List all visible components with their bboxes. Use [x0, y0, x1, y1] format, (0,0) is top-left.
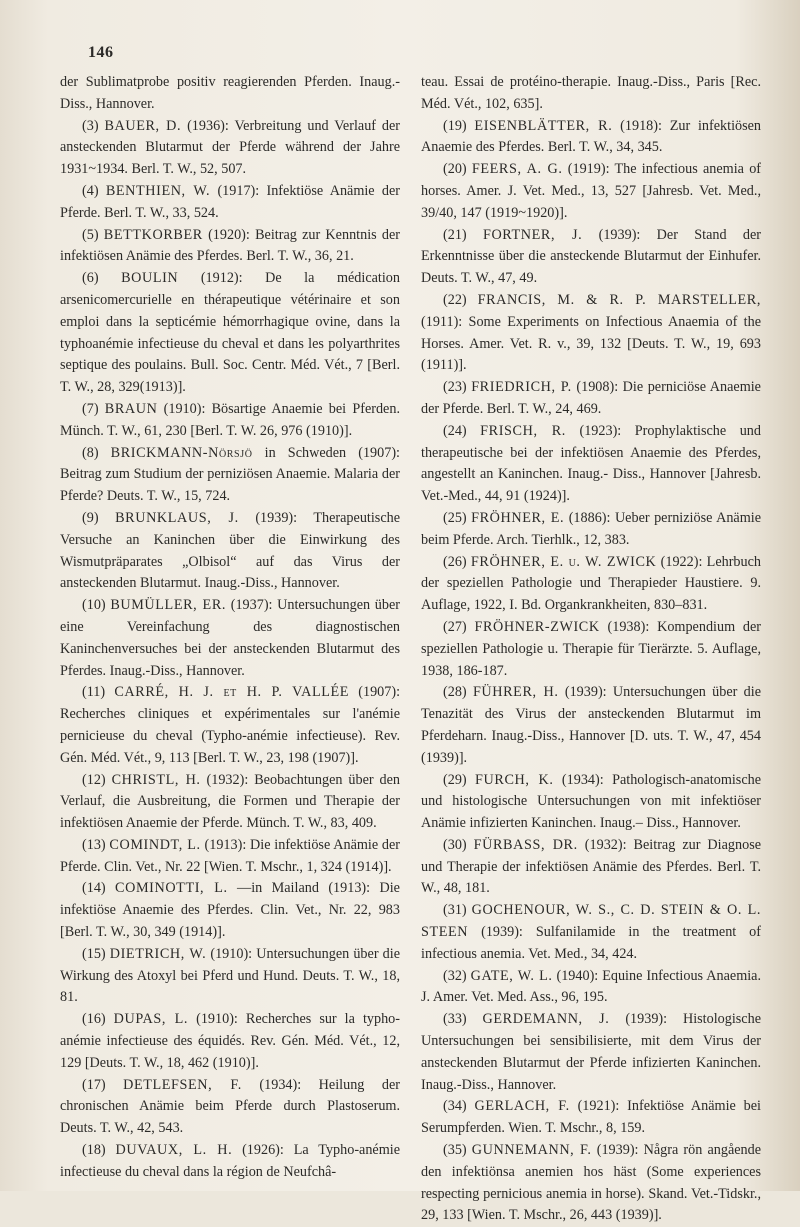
reference-number: (31): [443, 902, 467, 919]
reference-text: —in Mailand (1913): Die infektiöse Anaemie des Pferdes. Clin. Vet., Nr. 22, 983 [Berl. T. W., 30, 349 (1914)].: [60, 880, 400, 941]
reference-number: (16): [82, 1011, 106, 1028]
reference-author: BOULIN: [121, 270, 179, 287]
reference-author: CARRÉ, H. J. et H. P. VALLÉE: [114, 684, 350, 701]
reference-text: (1939): Histologische Untersuchungen bei sensibilisierte, mit dem Virus der ansteckenden Blutarmut der Pferde infizierten Kaninchen. Inaug.-Diss., Hannover.: [421, 1011, 761, 1093]
reference-number: (5): [82, 226, 99, 243]
reference-number: (25): [443, 509, 467, 526]
reference-author: GUNNEMANN, F.: [471, 1142, 592, 1159]
reference-number: (8): [82, 444, 99, 461]
reference-number: (3): [82, 117, 99, 134]
reference-entry: [421, 966, 761, 1010]
reference-author: BAUER, D.: [104, 117, 182, 134]
reference-number: (10): [82, 597, 106, 614]
reference-number: (9): [82, 509, 99, 526]
reference-entry: [421, 225, 761, 290]
reference-author: CHRISTL, H.: [111, 771, 201, 788]
reference-text: in Schweden (1907): Beitrag zum Studium der perniziösen Anaemie. Malaria der Pferde? Deuts. T. W., 15, 724.: [60, 444, 401, 505]
reference-text: (1923): Prophylaktische und therapeutische bei der infektiösen Anaemie des Pferdes, angestellt an Kaninchen. Inaug.- Diss., Hannover [Jahresb. Vet.-Med., 44, 91 (1924)].: [421, 422, 761, 505]
reference-text: (1939): Några rön angående den infektiönsa anemien hos häst (Some experiences respecting pernicious anemia in horse). Skand. Vet.-Tidskr., 29, 133 [Wien. T. Mschr., 26, 443 (1939)].: [421, 1142, 762, 1224]
reference-number: (28): [443, 684, 467, 701]
page-number: 146: [88, 44, 114, 61]
reference-author: GOCHENOUR, W. S., C. D. STEIN & O. L. STEEN: [421, 902, 761, 941]
reference-author: FRANCIS, M. & R. P. MARSTELLER,: [477, 291, 762, 308]
reference-text: (1939): Therapeutische Versuche an Kaninchen über die Einwirkung des Wismutpräparates „Olbisol“ auf das Virus der ansteckenden Blutarmut. Inaug.-Diss., Hannover.: [60, 509, 401, 592]
reference-author: DETLEFSEN, F.: [123, 1076, 242, 1093]
reference-entry: [421, 508, 761, 552]
reference-text: (1926): La Typho-anémie infectieuse du cheval dans la région de Neufchâ-: [60, 1142, 401, 1180]
reference-text: (1939): Der Stand der Erkenntnisse über die ansteckende Blutarmut der Einhufer. Deuts. T. W., 47, 49.: [421, 226, 761, 287]
reference-entry: [421, 835, 761, 900]
reference-text: (1932): Beobachtungen über den Verlauf, die Ausbreitung, die Formen und Therapie der infektiösen Anaemie der Pferde. Münch. T. W., 83, 409.: [60, 771, 401, 832]
reference-entry: [421, 900, 761, 965]
reference-number: (7): [82, 400, 99, 417]
reference-text: (1886): Ueber perniziöse Anämie beim Pferde. Arch. Tierhlk., 12, 383.: [421, 509, 761, 548]
reference-author: GERLACH, F.: [474, 1098, 570, 1115]
reference-text: (1920): Beitrag zur Kenntnis der infektiösen Anämie des Pferdes. Berl. T. W., 36, 21.: [60, 226, 401, 265]
reference-author: BETTKORBER: [103, 226, 203, 243]
reference-entry: [60, 116, 400, 181]
reference-number: (17): [82, 1076, 106, 1093]
reference-number: (30): [443, 836, 467, 853]
reference-text: (1939): Untersuchungen über die Tenazität des Virus der ansteckenden Blutarmut im Pferdeharn. Inaug.-Diss., Hannover [D. uts. T. W., 47, 454 (1939)].: [421, 684, 761, 766]
reference-author: FRÖHNER, E.: [471, 509, 565, 526]
reference-author: FRISCH, R.: [480, 422, 566, 439]
reference-number: (35): [443, 1142, 467, 1159]
reference-text: (1922): Lehrbuch der speziellen Pathologie und Therapieder Haustiere. 9. Auflage, 1922, I. Bd. Organkrankheiten, 830–831.: [421, 553, 762, 614]
reference-text: (1932): Beitrag zur Diagnose und Therapie der infektiösen Anämie des Pferdes. Berl. T. W., 48, 181.: [421, 836, 762, 897]
reference-entry: [421, 552, 761, 617]
reference-text: (1907): Recherches cliniques et expérimentales sur l'anémie pernicieuse du cheval (Typho-anémie infectieuse). Rev. Gén. Méd. Vét., 9, 113 [Berl. T. W., 23, 198 (1907)].: [60, 684, 401, 766]
reference-number: (18): [82, 1142, 106, 1159]
reference-number: (32): [443, 967, 467, 984]
reference-number: (23): [443, 379, 467, 396]
reference-entry: [60, 399, 400, 443]
reference-entry: [60, 225, 400, 269]
reference-author: BUMÜLLER, ER.: [110, 597, 227, 614]
reference-number: (12): [82, 771, 106, 788]
reference-author: DUVAUX, L. H.: [115, 1142, 233, 1159]
reference-author: BRUNKLAUS, J.: [115, 509, 239, 526]
reference-text: (1911): Some Experiments on Infectious Anaemia of the Horses. Amer. Vet. R. v., 39, 132 [Deuts. T. W., 19, 693 (1911)].: [421, 313, 761, 374]
reference-number: (24): [443, 422, 467, 439]
reference-entry: [60, 770, 400, 835]
reference-author: BRAUN: [104, 400, 158, 417]
reference-number: (21): [443, 226, 467, 243]
reference-number: (20): [443, 161, 467, 178]
reference-entry: [60, 1140, 400, 1184]
reference-entry: [421, 290, 761, 377]
reference-text: (1938): Kompendium der speziellen Pathologie u. Therapie für Tierärzte. 5. Auflage, 1938, 186-187.: [421, 618, 762, 679]
reference-author: COMINOTTI, L.: [115, 880, 228, 897]
reference-entry: [421, 159, 761, 224]
reference-entry: [421, 1140, 761, 1227]
reference-text: (1936): Verbreitung und Verlauf der ansteckenden Blutarmut der Pferde während der Jahre 1931~1934. Berl. T. W., 52, 507.: [60, 117, 401, 178]
reference-text: (1940): Equine Infectious Anaemia. J. Amer. Vet. Med. Ass., 96, 195.: [421, 967, 762, 1006]
reference-text: (1912): De la médication arsenicomercurielle en thérapeutique vétérinaire et son emploi dans la septicémie hémorrhagique ovine, dans la typhoanémie infectieuse du cheval et dans les polyarthrites septique des poulains. Bull. Soc. Centr. Méd. Vét., 7 [Berl. T. W., 28, 329(1913)].: [60, 270, 400, 396]
reference-text: (1913): Die infektiöse Anämie der Pferde. Clin. Vet., Nr. 22 [Wien. T. Mschr., 1, 324 (1914)].: [60, 836, 401, 875]
reference-number: (13): [82, 836, 106, 853]
reference-entry: [60, 835, 400, 879]
reference-author: FRIEDRICH, P.: [471, 379, 572, 396]
reference-number: (22): [443, 291, 467, 308]
reference-entry: [421, 1009, 761, 1096]
reference-number: (33): [443, 1011, 467, 1028]
reference-text: (1937): Untersuchungen über eine Vereinfachung des diagnostischen Kaninchenversuches bei der ansteckenden Blutarmut des Pferdes. Inaug.-Diss., Hannover.: [60, 597, 401, 679]
left-column: [60, 72, 400, 1184]
reference-entry: [421, 1096, 761, 1140]
right-column: [421, 72, 761, 1227]
reference-author: FÜRBASS, DR.: [473, 836, 578, 853]
reference-author: DUPAS, L.: [113, 1011, 189, 1028]
reference-number: (14): [82, 880, 106, 897]
reference-author: GATE, W. L.: [470, 967, 553, 984]
reference-entry: [421, 770, 761, 835]
reference-author: DIETRICH, W.: [109, 945, 207, 962]
reference-text: (1910): Recherches sur la typho-anémie infectieuse des équidés. Rev. Gén. Méd. Vét., 12, 129 [Deuts. T. W., 18, 462 (1910)].: [60, 1011, 400, 1071]
reference-text: (1917): Infektiöse Anämie der Pferde. Berl. T. W., 33, 524.: [60, 182, 400, 221]
reference-entry: [421, 617, 761, 682]
reference-number: (15): [82, 945, 106, 962]
reference-author: FORTNER, J.: [482, 226, 583, 243]
reference-entry: [421, 682, 761, 769]
reference-entry: [60, 443, 400, 508]
reference-entry: [421, 377, 761, 421]
reference-number: (26): [443, 553, 467, 570]
reference-number: (27): [443, 618, 467, 635]
reference-text: (1918): Zur infektiösen Anaemie des Pferdes. Berl. T. W., 34, 345.: [421, 117, 762, 156]
reference-continuation: [421, 72, 761, 116]
reference-author: BRICKMANN-Nörsjö: [110, 444, 253, 461]
reference-author: EISENBLÄTTER, R.: [474, 117, 613, 134]
reference-number: (29): [443, 771, 467, 788]
reference-entry: [60, 944, 400, 1009]
reference-number: (6): [82, 270, 99, 287]
reference-number: (34): [443, 1098, 467, 1115]
reference-text: (1934): Pathologisch-anatomische und histologische Untersuchungen von mit infektiöser Anämie infizierten Kaninchen. Inaug.– Diss., Hannover.: [421, 771, 762, 832]
reference-author: BENTHIEN, W.: [105, 182, 211, 199]
reference-entry: [60, 595, 400, 682]
reference-text: (1919): The infectious anemia of horses. Amer. J. Vet. Med., 13, 527 [Jahresb. Vet. Med., 39/40, 147 (1919~1920)].: [421, 161, 762, 221]
reference-author: FÜHRER, H.: [472, 684, 559, 701]
reference-entry: [60, 181, 400, 225]
reference-text: (1910): Bösartige Anaemie bei Pferden. Münch. T. W., 61, 230 [Berl. T. W. 26, 976 (1910)].: [60, 400, 400, 439]
reference-entry: [60, 508, 400, 595]
reference-author: FEERS, A. G.: [471, 161, 563, 178]
reference-entry: [421, 116, 761, 160]
reference-author: FRÖHNER-ZWICK: [474, 618, 600, 635]
reference-author: FRÖHNER, E. u. W. ZWICK: [470, 553, 657, 570]
reference-text: der Sublimatprobe positiv reagierenden Pferden. Inaug.-Diss., Hannover.: [60, 74, 400, 112]
reference-continuation: [60, 72, 400, 116]
reference-number: (19): [443, 117, 467, 134]
reference-text: (1934): Heilung der chronischen Anämie beim Pferde durch Plastoserum. Deuts. T. W., 42, 543.: [60, 1076, 400, 1137]
reference-entry: [60, 682, 400, 769]
reference-author: COMINDT, L.: [109, 836, 201, 853]
reference-entry: [60, 268, 400, 399]
reference-number: (11): [82, 684, 106, 701]
reference-entry: [60, 878, 400, 943]
reference-entry: [60, 1075, 400, 1140]
reference-entry: [421, 421, 761, 508]
reference-author: GERDEMANN, J.: [482, 1011, 610, 1028]
reference-entry: [60, 1009, 400, 1074]
reference-text: teau. Essai de protéino-therapie. Inaug.-Diss., Paris [Rec. Méd. Vét., 102, 635].: [421, 74, 761, 112]
reference-text: (1908): Die perniciöse Anaemie der Pferde. Berl. T. W., 24, 469.: [421, 379, 761, 417]
reference-text: (1939): Sulfanilamide in the treatment of infectious anemia. Vet. Med., 34, 424.: [421, 924, 762, 962]
reference-author: FURCH, K.: [475, 771, 554, 788]
reference-number: (4): [82, 182, 99, 199]
reference-text: (1921): Infektiöse Anämie bei Serumpferden. Wien. T. Mschr., 8, 159.: [421, 1098, 761, 1137]
reference-text: (1910): Untersuchungen über die Wirkung des Atoxyl bei Pferd und Hund. Deuts. T. W., 18, 81.: [60, 945, 400, 1006]
